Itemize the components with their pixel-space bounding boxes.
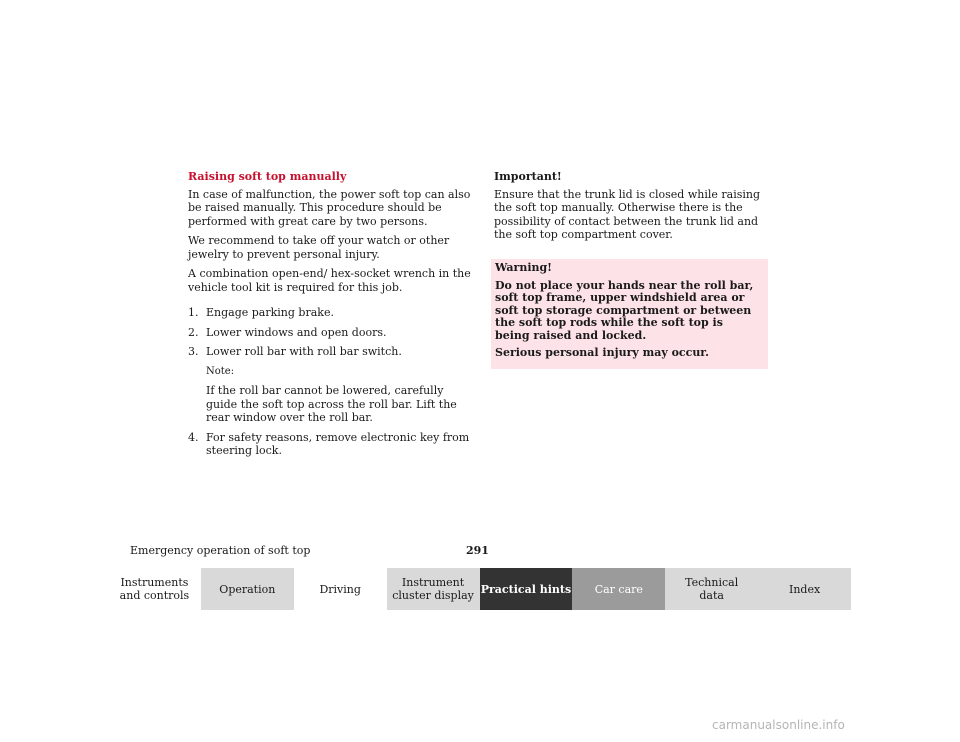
note-label: Note: xyxy=(206,365,235,377)
watermark: carmanualsonline.info xyxy=(712,718,845,732)
step-text: Engage parking brake. xyxy=(206,306,334,319)
step-text: For safety reasons, remove electronic key from steering lock. xyxy=(206,430,470,457)
tab-label: Operation xyxy=(219,582,276,596)
note-block xyxy=(206,365,473,425)
step-number: 1. xyxy=(188,306,199,319)
footer-section-title: Emergency operation of soft top xyxy=(130,544,311,557)
steps-list xyxy=(188,306,473,458)
page-number: 291 xyxy=(466,544,489,557)
warning-text: Do not place your hands near the roll bar, soft top frame, upper windshield area or soft top storage compartment or between the soft top rods while the soft top is being raised and locked. xyxy=(495,278,754,342)
step-item xyxy=(188,326,473,340)
step-number: 3. xyxy=(188,345,199,358)
tab-label: Driving xyxy=(319,582,361,596)
note-text: If the roll bar cannot be lowered, carefully guide the soft top across the roll bar. Lift the rear window over the roll bar. xyxy=(206,384,457,424)
warning-consequence: Serious personal injury may occur. xyxy=(495,346,709,359)
step-text: Lower windows and open doors. xyxy=(206,325,387,339)
step-number: 2. xyxy=(188,325,199,339)
step-number: 4. xyxy=(188,430,199,444)
tab-car-care[interactable] xyxy=(572,568,665,610)
tab-instruments-and-controls[interactable] xyxy=(108,568,201,610)
step-item xyxy=(188,431,473,458)
tab-instrument-cluster-display[interactable] xyxy=(387,568,480,610)
tool-paragraph: A combination open-end/ hex-socket wrench in the vehicle tool kit is required for this job. xyxy=(188,267,471,294)
step-item xyxy=(188,306,473,320)
left-column xyxy=(188,170,473,464)
chapter-tabs xyxy=(108,568,851,610)
tab-label: Index xyxy=(788,582,821,596)
step-item xyxy=(188,345,473,425)
section-heading: Raising soft top manually xyxy=(188,170,347,183)
tab-technical-data[interactable] xyxy=(665,568,758,610)
tab-label: Car care xyxy=(594,582,643,596)
jewelry-paragraph: We recommend to take off your watch or other jewelry to prevent personal injury. xyxy=(188,234,450,261)
tab-label: Practical hints xyxy=(480,582,572,596)
tab-driving[interactable] xyxy=(294,568,387,610)
tab-index[interactable] xyxy=(758,568,851,610)
intro-paragraph: In case of malfunction, the power soft top can also be raised manually. This procedure should be performed with great care by two persons. xyxy=(188,187,471,228)
important-heading: Important! xyxy=(494,170,562,183)
warning-title: Warning! xyxy=(495,261,553,274)
right-column xyxy=(494,170,779,248)
tab-label: Instruments and controls xyxy=(119,576,190,602)
tab-label: Technical data xyxy=(685,576,739,602)
tab-operation[interactable] xyxy=(201,568,294,610)
important-paragraph: Ensure that the trunk lid is closed while raising the soft top manually. Otherwise there is the possibility of contact between the trunk lid and the soft top compartment cover. xyxy=(494,187,761,241)
tab-label: Instrument cluster display xyxy=(392,576,474,602)
step-text: Lower roll bar with roll bar switch. xyxy=(206,345,402,358)
warning-box xyxy=(491,259,768,369)
tab-practical-hints[interactable] xyxy=(480,568,573,610)
